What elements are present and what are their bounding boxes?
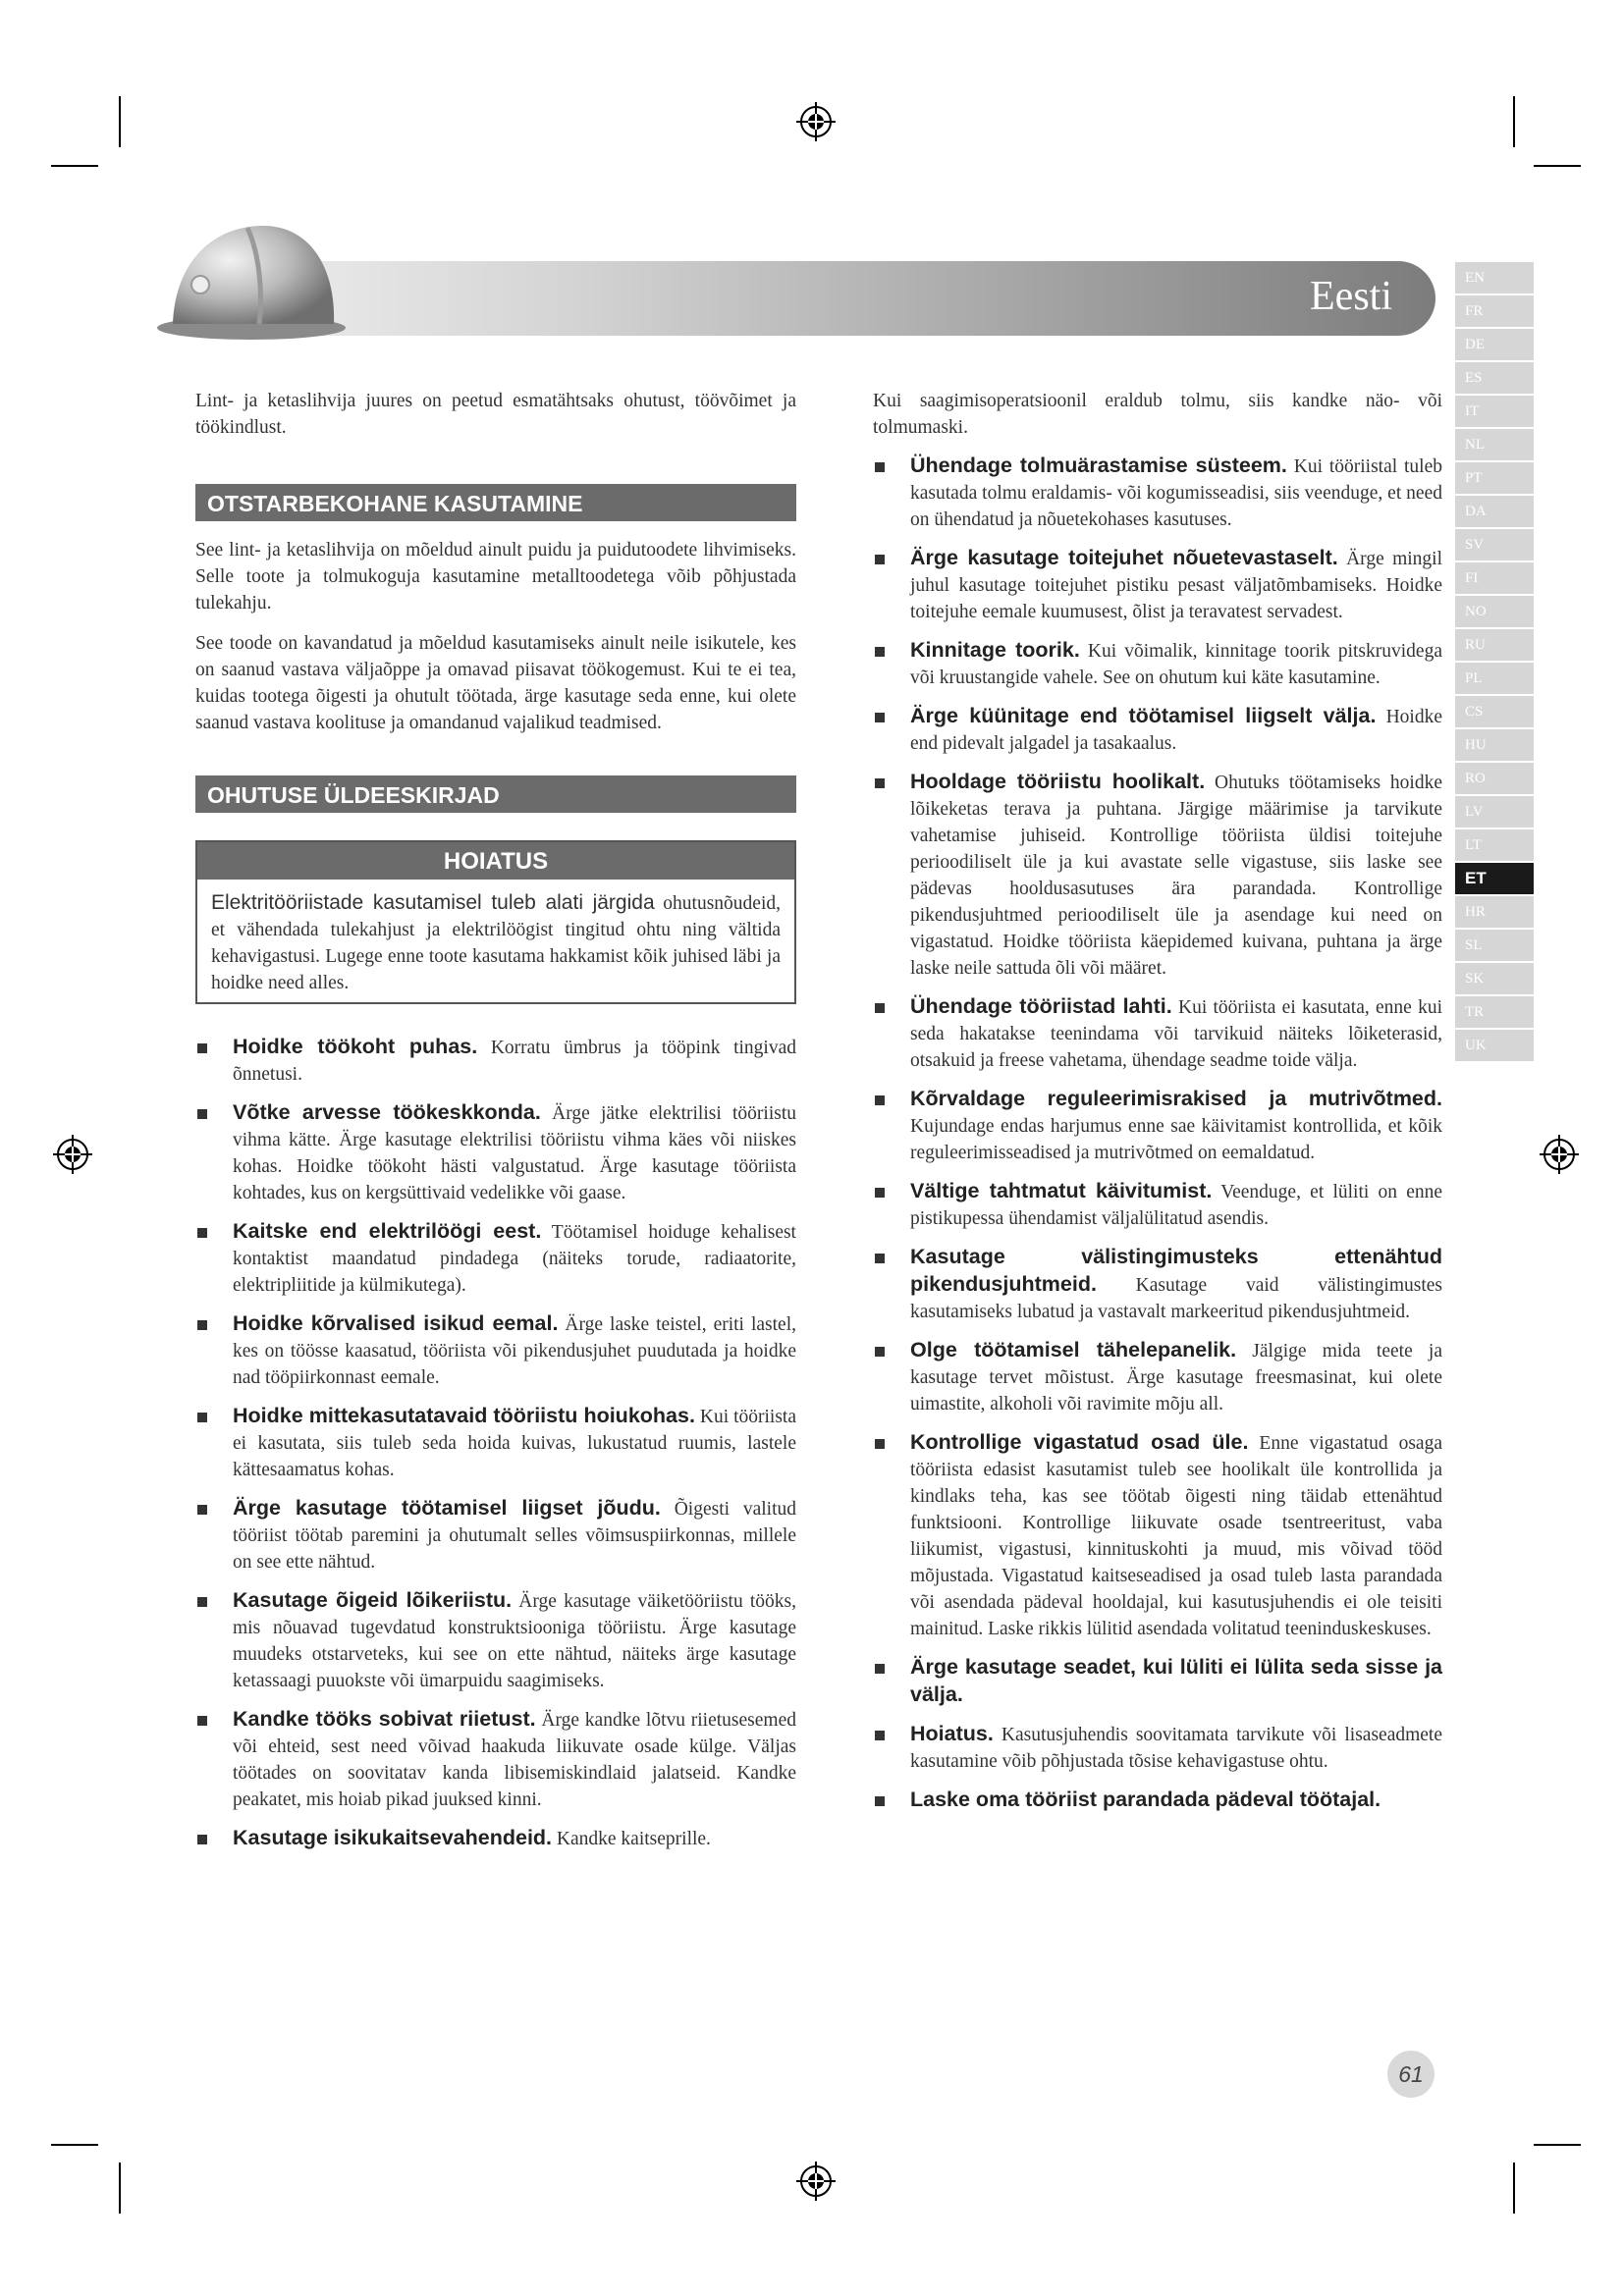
- safety-rule-item: [873, 453, 1442, 533]
- safety-rule-title: Olge töötamisel tähelepanelik.: [910, 1338, 1237, 1362]
- safety-rule-text: Kujundage endas harjumus enne sae käivitamist kontrollida, et kõik reguleerimisseadised ja mutrivõtmed on eemaldatud.: [910, 1116, 1442, 1163]
- safety-rule-title: Kaitske end elektrilöögi eest.: [233, 1219, 542, 1243]
- safety-rule-item: [873, 1429, 1442, 1642]
- language-tab-it[interactable]: IT: [1455, 396, 1534, 427]
- safety-rule-item: [195, 1587, 796, 1694]
- safety-rule-title: Ühendage tolmuärastamise süsteem.: [910, 454, 1287, 477]
- warning-lead: Elektritööriistade kasutamisel tuleb alati järgida: [211, 891, 655, 914]
- language-tab-fr[interactable]: FR: [1455, 295, 1534, 327]
- safety-rule-text: Kasutusjuhendis soovitamata tarvikute või lisaseadmete kasutamine võib põhjustada tõsise kehavigastuse ohtu.: [910, 1725, 1442, 1772]
- language-tabs: [1455, 262, 1534, 1063]
- safety-rule-title: Kontrollige vigastatud osad üle.: [910, 1430, 1249, 1454]
- safety-rule-title: Ühendage tööriistad lahti.: [910, 994, 1172, 1018]
- language-tab-uk[interactable]: UK: [1455, 1030, 1534, 1061]
- registration-mark-icon: [794, 100, 838, 143]
- language-tab-et[interactable]: ET: [1455, 863, 1534, 894]
- intended-use-paragraph: See lint- ja ketaslihvija on mõeldud ainult puidu ja puidutoodete lihvimiseks. Selle toote ja tolmukoguja kasutamine metalltoodetega võib põhjustada tulekahju.: [195, 540, 796, 614]
- language-tab-no[interactable]: NO: [1455, 596, 1534, 627]
- crop-mark: [1534, 165, 1581, 167]
- language-tab-tr[interactable]: TR: [1455, 996, 1534, 1028]
- language-tab-sk[interactable]: SK: [1455, 963, 1534, 994]
- language-tab-ro[interactable]: RO: [1455, 763, 1534, 794]
- crop-mark: [119, 96, 121, 147]
- safety-rule-text: Kandke kaitseprille.: [552, 1829, 711, 1849]
- safety-rule-text: Ärge kandke lõtvu riietusesemed või ehteid, sest need võivad haakuda liikuvate osade külge. Väljas töötades on soovitatav kanda libisemiskindlaid jalatseid. Kandke peakatet, mis hoiab pikad juuksed kinni.: [233, 1710, 796, 1810]
- safety-rule-item: [873, 545, 1442, 625]
- right-intro-text: Kui saagimisoperatsioonil eraldub tolmu, siis kandke näo- või tolmumaski.: [873, 391, 1442, 438]
- safety-rule-item: [195, 1099, 796, 1206]
- safety-rule-text: Enne vigastatud osaga tööriista edasist kasutamist tuleb see hoolikalt üle kontrollida ja kindlaks teha, kas see töötab õigesti ning täidab ettenähtud funktsiooni. Kontrollige liikuvate osade tsentreeritust, vaba liikumist, vigastusi, kinnituskohti ja muud, mis võivad tööd mõjustada. Vigastatud kaitseseadised ja osad tuleb lasta parandada või asendada pädeval hooldajal, kui kasutusjuhendis ei ole teisiti mainitud. Laske rikkis lülitid asendada volitatud teeninduskeskuses.: [910, 1433, 1442, 1639]
- crop-mark: [51, 165, 98, 167]
- safety-rule-text: Kasutage vaid välistingimustes kasutamiseks lubatud ja vastavalt markeeritud pikendusjuhtmeid.: [910, 1275, 1442, 1322]
- crop-mark: [1513, 96, 1515, 147]
- language-tab-sl[interactable]: SL: [1455, 930, 1534, 961]
- language-tab-pl[interactable]: PL: [1455, 663, 1534, 694]
- language-tab-hr[interactable]: HR: [1455, 896, 1534, 928]
- safety-rule-item: [873, 1654, 1442, 1709]
- safety-rule-text: Õigesti valitud tööriist töötab paremini ja ohutumalt selles võimsuspiirkonnas, millele on see ette nähtud.: [233, 1499, 796, 1573]
- safety-rule-title: Hoidke kõrvalised isikud eemal.: [233, 1311, 559, 1335]
- intro-text: Lint- ja ketaslihvija juures on peetud esmatähtsaks ohutust, töövõimet ja töökindlust.: [195, 391, 796, 438]
- safety-rule-title: Kõrvaldage reguleerimisrakised ja mutrivõtmed.: [910, 1087, 1442, 1110]
- language-tab-da[interactable]: DA: [1455, 496, 1534, 527]
- language-tab-ru[interactable]: RU: [1455, 629, 1534, 661]
- language-tab-es[interactable]: ES: [1455, 362, 1534, 394]
- section-heading-safety: OHUTUSE ÜLDEESKIRJAD: [195, 775, 796, 813]
- safety-rule-text: Veenduge, et lüliti on enne pistikupessa ühendamist väljalülitatud asendis.: [910, 1182, 1443, 1229]
- registration-mark-icon: [794, 2160, 838, 2203]
- safety-rule-title: Hoidke töökoht puhas.: [233, 1035, 478, 1058]
- section-heading-intended-use: OTSTARBEKOHANE KASUTAMINE: [195, 484, 796, 521]
- safety-rule-title: Hoiatus.: [910, 1722, 994, 1745]
- safety-rule-item: [873, 1086, 1442, 1166]
- safety-rule-title: Hoidke mittekasutatavaid tööriistu hoiukohas.: [233, 1404, 695, 1427]
- safety-rule-title: Kasutage välistingimusteks ettenähtud pikendusjuhtmeid.: [910, 1245, 1442, 1296]
- safety-rule-item: [873, 637, 1442, 691]
- right-column: [873, 388, 1442, 1826]
- crop-mark: [51, 2144, 98, 2146]
- crop-mark: [119, 2163, 121, 2214]
- safety-rule-text: Hoidke end pidevalt jalgadel ja tasakaalus.: [910, 707, 1442, 754]
- header-bar: [196, 261, 1435, 336]
- safety-rule-text: Töötamisel hoiduge kehalisest kontaktist maandatud pindadega (näiteks torude, radiaatorite, elektripliitide ja külmikutega).: [233, 1222, 796, 1296]
- language-tab-lv[interactable]: LV: [1455, 796, 1534, 828]
- safety-rule-text: Ärge kasutage väiketööriistu tööks, mis nõuavad tugevdatud konstruktsiooniga tööriistu. Ärge kasutage muudeks otstarveteks, kui see on ette nähtud, näiteks ärge kasutage ketassaagi puuokste või ümarpuidu saagimiseks.: [233, 1591, 796, 1691]
- safety-rule-item: [873, 1244, 1442, 1325]
- safety-rule-item: [195, 1034, 796, 1088]
- safety-rule-text: Korratu ümbrus ja tööpink tingivad õnnetusi.: [233, 1038, 796, 1085]
- language-tab-fi[interactable]: FI: [1455, 562, 1534, 594]
- safety-rule-item: [195, 1310, 796, 1391]
- safety-rule-text: Ärge laske teistel, eriti lastel, kes on töösse kaasatud, tööriista või pikendusjuhet puudutada ja hoidke nad tööpiirkonnast eemale.: [233, 1314, 796, 1388]
- safety-rule-item: [195, 1218, 796, 1299]
- safety-rule-item: [195, 1495, 796, 1575]
- page-number: 61: [1387, 2051, 1435, 2098]
- safety-rule-item: [873, 1721, 1442, 1775]
- safety-rule-text: Ärge mingil juhul kasutage toitejuhet pistiku pesast väljatõmbamiseks. Hoidke toitejuhe eemale kuumusest, õlist ja teravatest servadest.: [910, 549, 1442, 622]
- safety-rule-title: Hooldage tööriistu hoolikalt.: [910, 770, 1206, 793]
- safety-rule-text: Ohutuks töötamiseks hoidke lõikeketas terava ja puhtana. Järgige määrimise ja tarvikute vahetamise juhiseid. Kontrollige tööriista üldisi toitejuhe perioodiliselt üle ja kui avastate selle vigastuse, siis laske see pädevas hooldusasutuses ära parandada. Kontrollige pikendusjuhtmed perioodiliselt üle ja asendage kui need on vigastatud. Hoidke tööriista käepidemed kuivana, puhtana ja ärge laske neile sattuda õli või määret.: [910, 773, 1442, 979]
- crop-mark: [1513, 2163, 1515, 2214]
- safety-rule-item: [873, 1337, 1442, 1417]
- warning-body: [197, 880, 794, 1002]
- language-tab-cs[interactable]: CS: [1455, 696, 1534, 727]
- safety-rule-text: Jälgige mida teete ja kasutage tervet mõistust. Ärge kasutage freesmasinat, kui olete uimastite, alkoholi või ravimite mõju all.: [910, 1341, 1442, 1415]
- safety-rule-title: Ärge kasutage töötamisel liigset jõudu.: [233, 1496, 661, 1520]
- language-tab-pt[interactable]: PT: [1455, 462, 1534, 494]
- language-tab-en[interactable]: EN: [1455, 262, 1534, 294]
- safety-rule-item: [195, 1825, 796, 1852]
- intended-use-paragraph: See toode on kavandatud ja mõeldud kasutamiseks ainult neile isikutele, kes on saanud vastava väljaõppe ja omavad piisavat töökogemust. Kui te ei tea, kuidas tootega õigesti ja ohutult töötada, ärge kasutage seda enne, kui olete saanud vastava koolituse ja omandanud vajalikud teadmised.: [195, 633, 796, 733]
- safety-rule-text: Kui tööriista ei kasutata, siis tuleb seda hoida kuivas, lukustatud ruumis, lastele kättesaamatus kohas.: [233, 1407, 796, 1480]
- safety-rule-item: [873, 1787, 1442, 1814]
- safety-helmet-icon: [153, 214, 350, 344]
- safety-rule-title: Laske oma tööriist parandada pädeval töötajal.: [910, 1788, 1381, 1811]
- safety-rule-text: Kui võimalik, kinnitage toorik pitskruvidega või kruustangide vahele. See on ohutum kui käte kasutamine.: [910, 641, 1442, 688]
- safety-rule-item: [195, 1706, 796, 1813]
- left-rule-list: [195, 1034, 796, 1852]
- language-tab-nl[interactable]: NL: [1455, 429, 1534, 460]
- safety-rule-text: Kui tööriistal tuleb kasutada tolmu eraldamis- või kogumisseadisi, siis veenduge, et need on ühendatud ja nõuetekohases kasutuses.: [910, 456, 1442, 530]
- crop-mark: [1534, 2144, 1581, 2146]
- safety-rule-title: Kinnitage toorik.: [910, 638, 1080, 662]
- safety-rule-title: Kasutage isikukaitsevahendeid.: [233, 1826, 553, 1849]
- safety-rule-title: Ärge küünitage end töötamisel liigselt välja.: [910, 704, 1377, 727]
- safety-rule-text: Ärge jätke elektrilisi tööriistu vihma kätte. Ärge kasutage elektrilisi tööriistu vihma käes või niiskes kohas. Hoidke töökoht hästi valgustatud. Ärge kasutage tööriista kohtades, kus on kergsüttivaid vedelikke või gaase.: [233, 1103, 796, 1203]
- page-title: Eesti: [1310, 274, 1392, 319]
- language-tab-sv[interactable]: SV: [1455, 529, 1534, 561]
- safety-rule-item: [873, 1178, 1442, 1232]
- safety-rule-text: Kui tööriista ei kasutata, enne kui seda hakatakse teenindama või tarvikuid näiteks lõiketerasid, otsakuid ja freese vahetama, ühendage seadme toide välja.: [910, 997, 1442, 1071]
- language-tab-hu[interactable]: HU: [1455, 729, 1534, 761]
- warning-text: ohutusnõudeid, et vähendada tulekahjust ja elektrilöögist tingitud ohtu ning vältida kehavigastusi. Lugege enne toote kasutama hakkamist kõik juhised läbi ja hoidke need alles.: [211, 893, 781, 993]
- registration-mark-icon: [1538, 1133, 1581, 1176]
- safety-rule-title: Ärge kasutage seadet, kui lüliti ei lülita seda sisse ja välja.: [910, 1655, 1442, 1706]
- language-tab-lt[interactable]: LT: [1455, 829, 1534, 861]
- safety-rule-item: [195, 1403, 796, 1483]
- safety-rule-title: Ärge kasutage toitejuhet nõuetevastaselt.: [910, 546, 1338, 569]
- right-rule-list: [873, 453, 1442, 1814]
- safety-rule-title: Kandke tööks sobivat riietust.: [233, 1707, 536, 1731]
- warning-title: HOIATUS: [197, 842, 794, 880]
- safety-rule-item: [873, 703, 1442, 757]
- safety-rule-item: [873, 993, 1442, 1074]
- safety-rule-title: Kasutage õigeid lõikeriistu.: [233, 1588, 513, 1612]
- left-column: [195, 388, 796, 1864]
- safety-rule-title: Võtke arvesse töökeskkonda.: [233, 1100, 541, 1124]
- registration-mark-icon: [51, 1133, 94, 1176]
- warning-box: [195, 840, 796, 1004]
- safety-rule-item: [873, 769, 1442, 982]
- safety-rule-title: Vältige tahtmatut käivitumist.: [910, 1179, 1213, 1202]
- language-tab-de[interactable]: DE: [1455, 329, 1534, 360]
